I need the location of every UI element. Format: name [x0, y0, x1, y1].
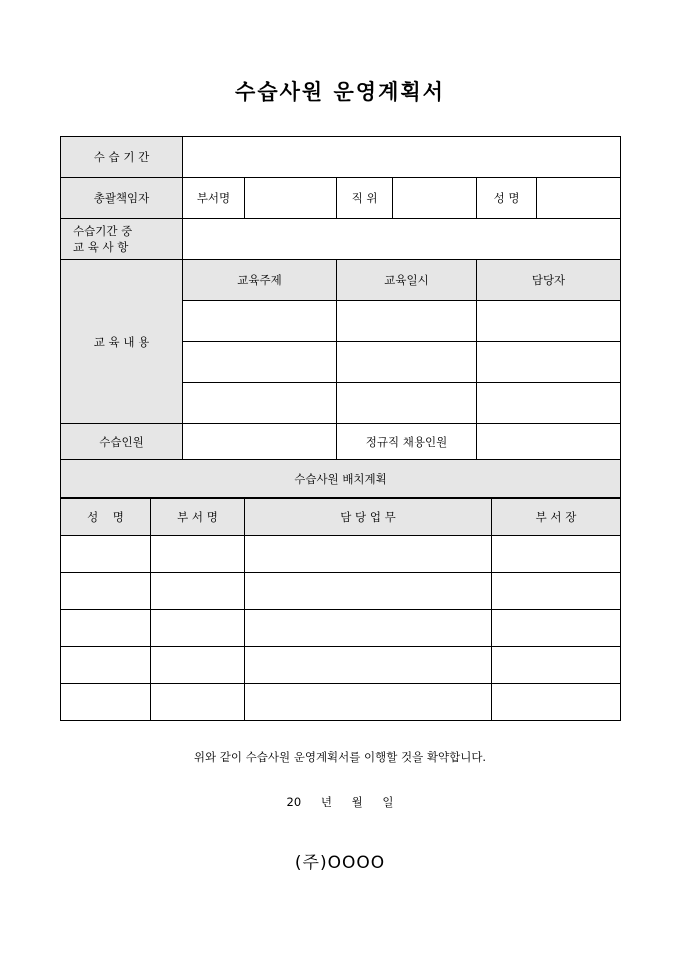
placement-head-cell[interactable] — [492, 610, 621, 647]
placement-row — [61, 647, 621, 684]
placement-row — [61, 684, 621, 721]
period-label: 수 습 기 간 — [61, 137, 183, 178]
edu-topic-cell[interactable] — [183, 342, 337, 383]
placement-row — [61, 573, 621, 610]
position-value[interactable] — [393, 178, 477, 219]
placement-duty-cell[interactable] — [245, 536, 492, 573]
edu-items-label-line2: 교 육 사 항 — [73, 240, 129, 254]
regular-hire-value[interactable] — [477, 424, 621, 460]
trainee-count-value[interactable] — [183, 424, 337, 460]
placement-dept-cell[interactable] — [151, 647, 245, 684]
edu-header-topic: 교육주제 — [183, 260, 337, 301]
regular-hire-label: 정규직 채용인원 — [337, 424, 477, 460]
confirmation-statement: 위와 같이 수습사원 운영계획서를 이행할 것을 확약합니다. — [193, 750, 487, 764]
date-month: 월 — [351, 795, 363, 809]
placement-duty-cell[interactable] — [245, 684, 492, 721]
edu-items-label — [61, 219, 183, 260]
placement-name-cell[interactable] — [61, 573, 151, 610]
placement-table — [60, 498, 621, 721]
date-line — [0, 794, 680, 810]
company-name: (주)OOOO — [294, 853, 386, 873]
name-label: 성 명 — [477, 178, 537, 219]
edu-header-person: 담당자 — [477, 260, 621, 301]
edu-topic-cell[interactable] — [183, 301, 337, 342]
placement-head-cell[interactable] — [492, 536, 621, 573]
placement-dept-cell[interactable] — [151, 610, 245, 647]
placement-head-cell[interactable] — [492, 573, 621, 610]
name-value[interactable] — [537, 178, 621, 219]
placement-header-head: 부 서 장 — [492, 499, 621, 536]
placement-head-cell[interactable] — [492, 684, 621, 721]
dept-value[interactable] — [245, 178, 337, 219]
document-title: 수습사원 운영계획서 — [235, 79, 445, 104]
placement-name-cell[interactable] — [61, 647, 151, 684]
edu-datetime-cell[interactable] — [337, 383, 477, 424]
manager-label: 총괄책임자 — [61, 178, 183, 219]
edu-datetime-cell[interactable] — [337, 342, 477, 383]
period-value[interactable] — [183, 137, 621, 178]
placement-name-cell[interactable] — [61, 610, 151, 647]
placement-header-name: 성 명 — [61, 499, 151, 536]
placement-dept-cell[interactable] — [151, 536, 245, 573]
edu-person-cell[interactable] — [477, 301, 621, 342]
date-day: 일 — [382, 795, 394, 809]
date-year-prefix: 20 — [286, 795, 302, 809]
edu-person-cell[interactable] — [477, 383, 621, 424]
placement-dept-cell[interactable] — [151, 573, 245, 610]
placement-section-title: 수습사원 배치계획 — [61, 460, 621, 498]
placement-duty-cell[interactable] — [245, 610, 492, 647]
placement-row — [61, 610, 621, 647]
placement-header-dept: 부 서 명 — [151, 499, 245, 536]
placement-duty-cell[interactable] — [245, 647, 492, 684]
edu-items-value[interactable] — [183, 219, 621, 260]
placement-name-cell[interactable] — [61, 536, 151, 573]
plan-form-table — [60, 136, 621, 498]
edu-datetime-cell[interactable] — [337, 301, 477, 342]
edu-topic-cell[interactable] — [183, 383, 337, 424]
placement-head-cell[interactable] — [492, 647, 621, 684]
placement-dept-cell[interactable] — [151, 684, 245, 721]
placement-duty-cell[interactable] — [245, 573, 492, 610]
edu-header-datetime: 교육일시 — [337, 260, 477, 301]
placement-name-cell[interactable] — [61, 684, 151, 721]
position-label: 직 위 — [337, 178, 393, 219]
placement-row — [61, 536, 621, 573]
edu-person-cell[interactable] — [477, 342, 621, 383]
trainee-count-label: 수습인원 — [61, 424, 183, 460]
placement-header-duty: 담 당 업 무 — [245, 499, 492, 536]
edu-content-label: 교 육 내 용 — [61, 260, 183, 424]
dept-label: 부서명 — [183, 178, 245, 219]
date-year: 년 — [320, 795, 332, 809]
edu-items-label-line1: 수습기간 중 — [73, 224, 133, 238]
